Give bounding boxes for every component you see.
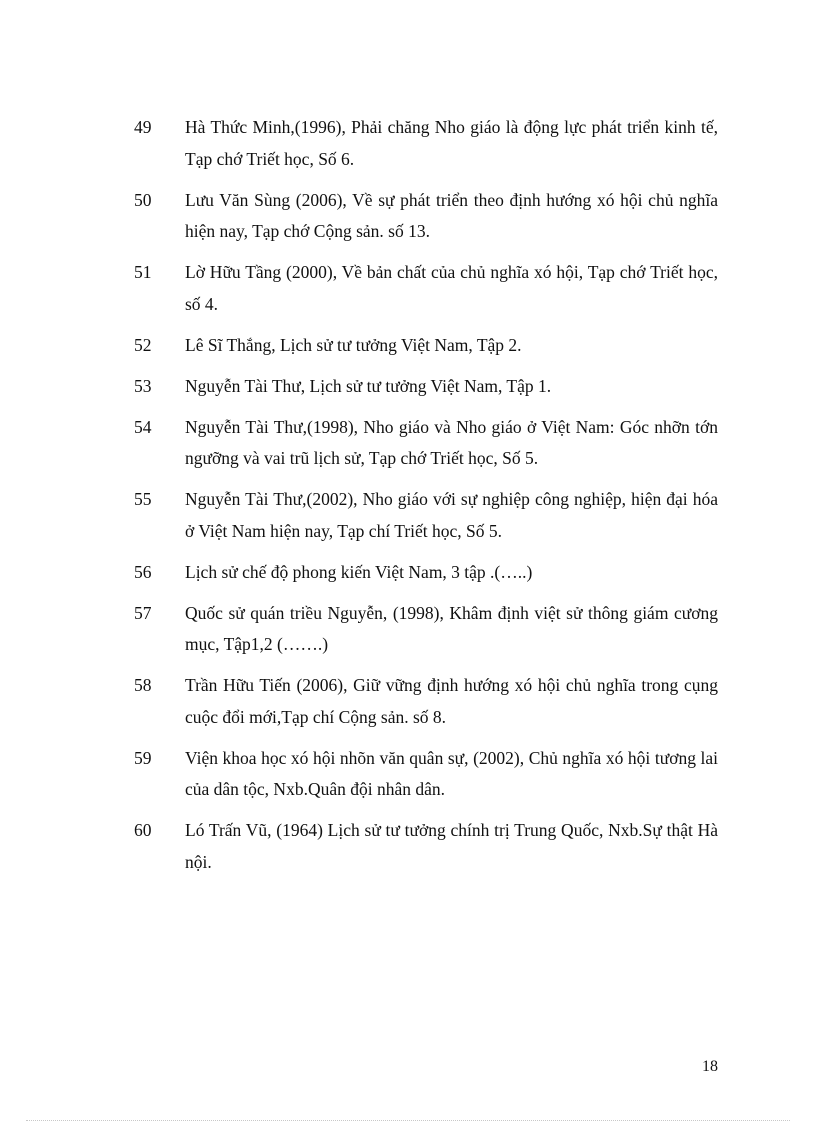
reference-item <box>134 557 718 589</box>
reference-number: 57 <box>134 602 152 623</box>
reference-text: Lờ Hữu Tầng (2000), Về bản chất của chủ nghĩa xó hội, Tạp chớ Triết học, số 4. <box>185 262 718 314</box>
reference-item <box>134 670 718 733</box>
reference-item <box>134 330 718 362</box>
page-bottom-divider <box>26 1120 790 1121</box>
reference-item <box>134 743 718 806</box>
reference-text: Nguyễn Tài Thư, Lịch sử tư tưởng Việt Nam, Tập 1. <box>185 375 552 396</box>
reference-number: 56 <box>134 561 152 582</box>
reference-item <box>134 185 718 248</box>
reference-text: Nguyễn Tài Thư,(2002), Nho giáo với sự nghiệp công nghiệp, hiện đại hóa ở Việt Nam hiện nay, Tạp chí Triết học, Số 5. <box>185 489 718 541</box>
reference-item <box>134 598 718 661</box>
reference-number: 51 <box>134 262 152 282</box>
reference-number: 54 <box>134 416 152 437</box>
reference-item <box>134 257 718 320</box>
reference-text: Lưu Văn Sùng (2006), Về sự phát triển theo định hướng xó hội chủ nghĩa hiện nay, Tạp chớ Cộng sản. số 13. <box>185 189 718 241</box>
reference-number: 58 <box>134 675 152 695</box>
reference-item <box>134 412 718 475</box>
reference-text: Hà Thức Minh,(1996), Phải chăng Nho giáo là động lực phát triển kinh tế, Tạp chớ Triết học, Số 6. <box>185 117 718 169</box>
reference-text: Quốc sử quán triều Nguyễn, (1998), Khâm định việt sử thông giám cương mục, Tập1,2 (…….) <box>185 602 718 654</box>
reference-number: 52 <box>134 334 152 355</box>
reference-list <box>134 112 718 888</box>
reference-text: Ló Trấn Vũ, (1964) Lịch sử tư tưởng chính trị Trung Quốc, Nxb.Sự thật Hà nội. <box>185 820 718 872</box>
reference-number: 55 <box>134 489 152 509</box>
page-number: 18 <box>702 1058 718 1075</box>
reference-item <box>134 112 718 175</box>
reference-number: 49 <box>134 117 152 137</box>
reference-text: Viện khoa học xó hội nhõn văn quân sự, (2002), Chủ nghĩa xó hội tương lai của dân tộc, Nxb.Quân đội nhân dân. <box>185 747 718 799</box>
reference-number: 53 <box>134 375 152 396</box>
reference-text: Lịch sử chế độ phong kiến Việt Nam, 3 tập .(…..) <box>185 561 533 582</box>
reference-number: 59 <box>134 747 152 768</box>
reference-text: Lê Sĩ Thắng, Lịch sử tư tưởng Việt Nam, Tập 2. <box>185 334 522 355</box>
reference-text: Nguyễn Tài Thư,(1998), Nho giáo và Nho giáo ở Việt Nam: Góc nhỡn tớn ngưỡng và vai trũ lịch sử, Tạp chớ Triết học, Số 5. <box>185 416 718 468</box>
reference-number: 50 <box>134 189 152 210</box>
reference-item <box>134 484 718 547</box>
reference-item <box>134 815 718 878</box>
reference-item <box>134 371 718 403</box>
reference-number: 60 <box>134 820 152 840</box>
reference-text: Trần Hữu Tiến (2006), Giữ vững định hướng xó hội chủ nghĩa trong cụng cuộc đổi mới,Tạp chí Cộng sản. số 8. <box>185 675 718 727</box>
